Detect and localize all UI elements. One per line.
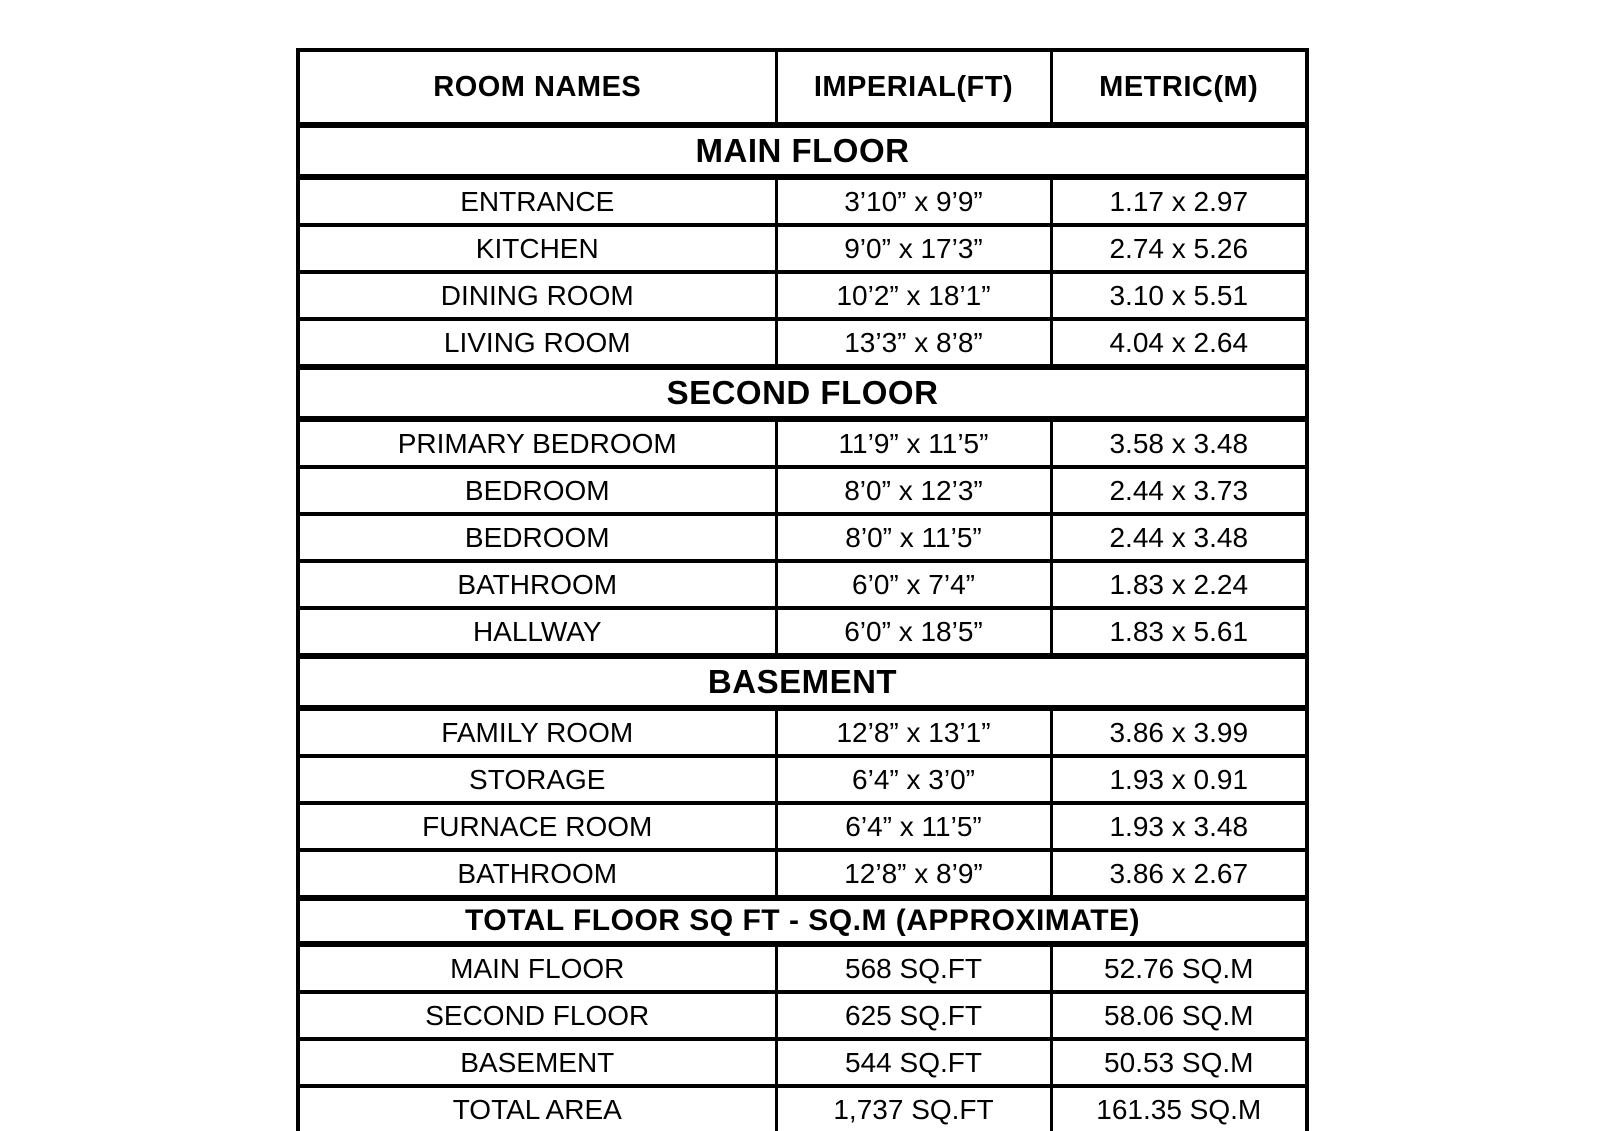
column-header-imperial: IMPERIAL(FT) (776, 50, 1051, 125)
section-title: MAIN FLOOR (298, 125, 1307, 177)
room-name-cell: BATHROOM (298, 850, 776, 898)
metric-cell: 1.93 x 0.91 (1051, 756, 1307, 803)
metric-cell: 2.74 x 5.26 (1051, 225, 1307, 272)
metric-cell: 4.04 x 2.64 (1051, 319, 1307, 367)
metric-cell: 3.86 x 2.67 (1051, 850, 1307, 898)
imperial-cell: 8’0” x 11’5” (776, 514, 1051, 561)
room-name-cell: HALLWAY (298, 608, 776, 656)
metric-cell: 52.76 SQ.M (1051, 944, 1307, 992)
imperial-cell: 568 SQ.FT (776, 944, 1051, 992)
table-row (298, 608, 1307, 656)
table-row (298, 272, 1307, 319)
table-row (298, 756, 1307, 803)
table-row (298, 225, 1307, 272)
metric-cell: 50.53 SQ.M (1051, 1039, 1307, 1086)
metric-cell: 1.93 x 3.48 (1051, 803, 1307, 850)
table-row (298, 992, 1307, 1039)
section-header-second-floor (298, 367, 1307, 419)
room-name-cell: BEDROOM (298, 467, 776, 514)
imperial-cell: 8’0” x 12’3” (776, 467, 1051, 514)
section-header-main-floor (298, 125, 1307, 177)
room-dimensions-table (296, 48, 1309, 1131)
metric-cell: 1.83 x 2.24 (1051, 561, 1307, 608)
imperial-cell: 11’9” x 11’5” (776, 419, 1051, 467)
table-row (298, 1039, 1307, 1086)
imperial-cell: 625 SQ.FT (776, 992, 1051, 1039)
section-header-totals (298, 898, 1307, 944)
imperial-cell: 13’3” x 8’8” (776, 319, 1051, 367)
metric-cell: 1.17 x 2.97 (1051, 177, 1307, 225)
room-name-cell: BEDROOM (298, 514, 776, 561)
metric-cell: 3.86 x 3.99 (1051, 708, 1307, 756)
metric-cell: 3.10 x 5.51 (1051, 272, 1307, 319)
room-name-cell: TOTAL AREA (298, 1086, 776, 1131)
room-name-cell: ENTRANCE (298, 177, 776, 225)
metric-cell: 161.35 SQ.M (1051, 1086, 1307, 1131)
section-title: SECOND FLOOR (298, 367, 1307, 419)
column-header-row (298, 50, 1307, 125)
metric-cell: 2.44 x 3.73 (1051, 467, 1307, 514)
imperial-cell: 9’0” x 17’3” (776, 225, 1051, 272)
imperial-cell: 12’8” x 8’9” (776, 850, 1051, 898)
table-row (298, 944, 1307, 992)
room-name-cell: KITCHEN (298, 225, 776, 272)
imperial-cell: 6’0” x 18’5” (776, 608, 1051, 656)
room-name-cell: LIVING ROOM (298, 319, 776, 367)
room-name-cell: PRIMARY BEDROOM (298, 419, 776, 467)
room-name-cell: FAMILY ROOM (298, 708, 776, 756)
imperial-cell: 6’0” x 7’4” (776, 561, 1051, 608)
room-name-cell: SECOND FLOOR (298, 992, 776, 1039)
imperial-cell: 12’8” x 13’1” (776, 708, 1051, 756)
room-name-cell: STORAGE (298, 756, 776, 803)
room-name-cell: BATHROOM (298, 561, 776, 608)
room-name-cell: FURNACE ROOM (298, 803, 776, 850)
section-title: TOTAL FLOOR SQ FT - SQ.M (APPROXIMATE) (298, 898, 1307, 944)
table-row (298, 177, 1307, 225)
table-row (298, 561, 1307, 608)
metric-cell: 2.44 x 3.48 (1051, 514, 1307, 561)
imperial-cell: 6’4” x 11’5” (776, 803, 1051, 850)
metric-cell: 3.58 x 3.48 (1051, 419, 1307, 467)
imperial-cell: 1,737 SQ.FT (776, 1086, 1051, 1131)
room-name-cell: BASEMENT (298, 1039, 776, 1086)
column-header-metric: METRIC(M) (1051, 50, 1307, 125)
column-header-room-names: ROOM NAMES (298, 50, 776, 125)
room-name-cell: MAIN FLOOR (298, 944, 776, 992)
imperial-cell: 10’2” x 18’1” (776, 272, 1051, 319)
table-row (298, 319, 1307, 367)
metric-cell: 58.06 SQ.M (1051, 992, 1307, 1039)
section-header-basement (298, 656, 1307, 708)
table-row (298, 419, 1307, 467)
imperial-cell: 6’4” x 3’0” (776, 756, 1051, 803)
table-row (298, 850, 1307, 898)
table-row (298, 514, 1307, 561)
imperial-cell: 544 SQ.FT (776, 1039, 1051, 1086)
room-name-cell: DINING ROOM (298, 272, 776, 319)
table-row (298, 1086, 1307, 1131)
table-row (298, 803, 1307, 850)
imperial-cell: 3’10” x 9’9” (776, 177, 1051, 225)
table-row (298, 708, 1307, 756)
metric-cell: 1.83 x 5.61 (1051, 608, 1307, 656)
table-row (298, 467, 1307, 514)
section-title: BASEMENT (298, 656, 1307, 708)
